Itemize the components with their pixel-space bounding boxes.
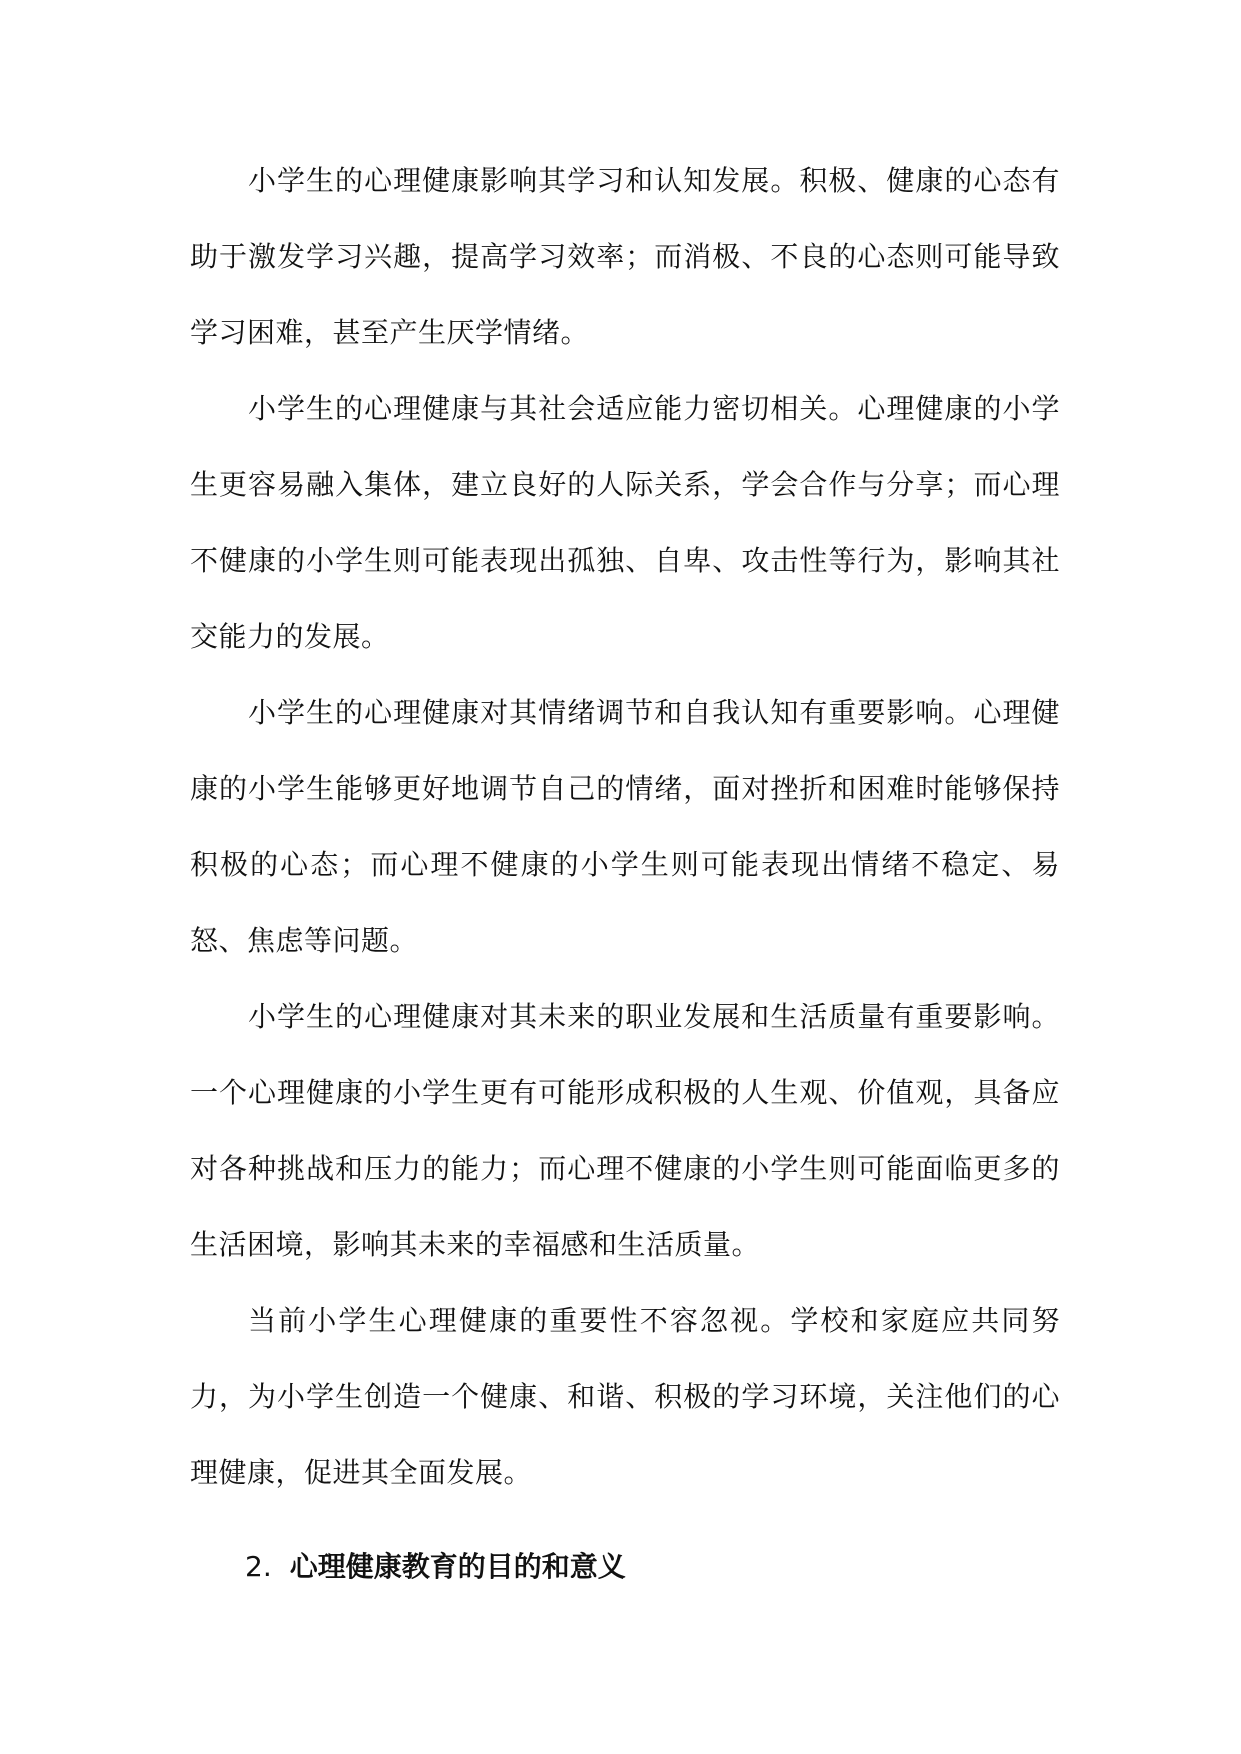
paragraph-social-adaptation: 小学生的心理健康与其社会适应能力密切相关。心理健康的小学生更容易融入集体，建立良好的人际关系，学会合作与分享；而心理不健康的小学生则可能表现出孤独、自卑、攻击性等行为，影响其社交能力的发展。 xyxy=(190,392,1060,653)
section-heading xyxy=(245,1547,626,1587)
section-title: 心理健康教育的目的和意义 xyxy=(289,1550,626,1583)
section-number: 2. xyxy=(245,1550,272,1583)
document-body xyxy=(190,143,1060,1511)
paragraph-emotion-regulation: 小学生的心理健康对其情绪调节和自我认知有重要影响。心理健康的小学生能够更好地调节自己的情绪，面对挫折和困难时能够保持积极的心态；而心理不健康的小学生则可能表现出情绪不稳定、易怒、焦虑等问题。 xyxy=(190,696,1060,957)
paragraph-future-development: 小学生的心理健康对其未来的职业发展和生活质量有重要影响。一个心理健康的小学生更有可能形成积极的人生观、价值观，具备应对各种挑战和压力的能力；而心理不健康的小学生则可能面临更多的生活困境，影响其未来的幸福感和生活质量。 xyxy=(190,1000,1060,1261)
paragraph-learning-cognition: 小学生的心理健康影响其学习和认知发展。积极、健康的心态有助于激发学习兴趣，提高学习效率；而消极、不良的心态则可能导致学习困难，甚至产生厌学情绪。 xyxy=(190,164,1060,349)
paragraph-conclusion: 当前小学生心理健康的重要性不容忽视。学校和家庭应共同努力，为小学生创造一个健康、和谐、积极的学习环境，关注他们的心理健康，促进其全面发展。 xyxy=(190,1304,1060,1489)
